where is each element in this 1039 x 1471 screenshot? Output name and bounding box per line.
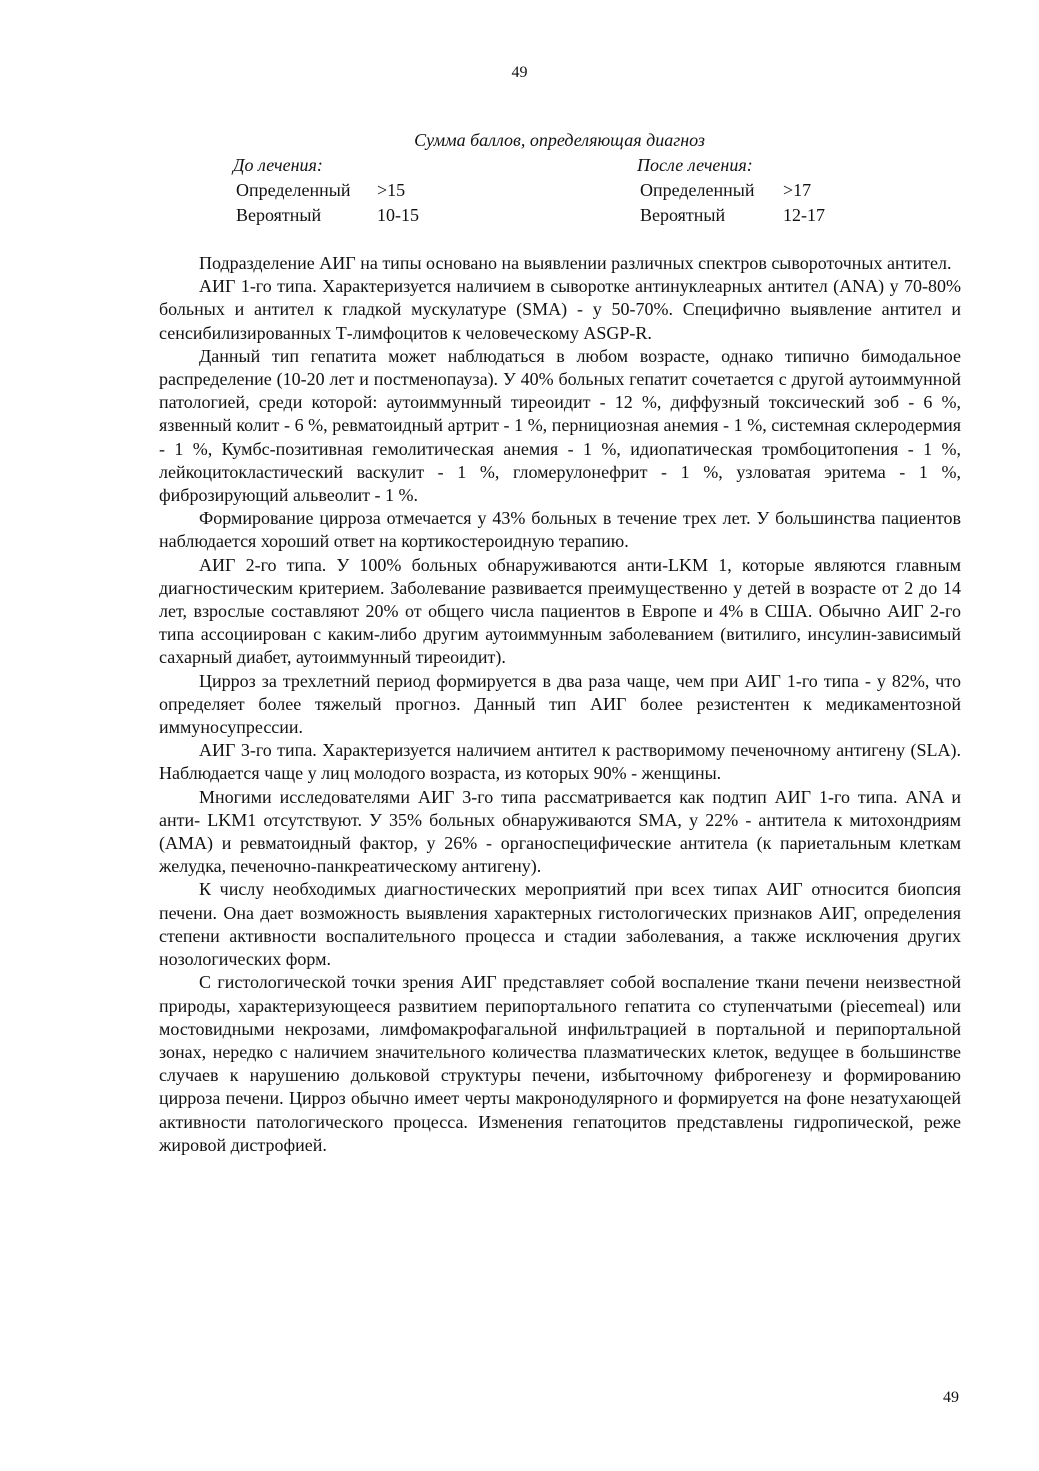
paragraph: С гистологической точки зрения АИГ представляет собой воспаление ткани печени неизвестной природы, характеризующееся развитием перипортального гепатита со ступенчатыми (piecemeal) или мостовидными некрозами, лимфомакрофагальной инфильтрацией в портальной и перипортальной зонах, нередко с наличием значительного количества плазматических клеток, ведущее в большинстве случаев к нарушению дольковой структуры печени, избыточному фиброгенезу и формированию цирроза печени. Цирроз обычно имеет черты макронодулярного и формируется на фоне незатухающей активности патологического процесса. Изменения гепатоцитов представлены гидропической, реже жировой дистрофией. bbox=[159, 972, 961, 1155]
score-row bbox=[236, 178, 419, 203]
paragraph: Подразделение АИГ на типы основано на выявлении различных спектров сывороточных антител. bbox=[199, 253, 952, 273]
score-table bbox=[0, 128, 1039, 225]
score-value: >15 bbox=[377, 180, 406, 200]
score-value: 12-17 bbox=[783, 205, 825, 225]
paragraph: К числу необходимых диагностических мероприятий при всех типах АИГ относится биопсия печени. Она дает возможность выявления характерных гистологических признаков АИГ, определения степени активности воспалительного процесса и стадии заболевания, а также исключения других нозологических форм. bbox=[159, 879, 961, 970]
paragraph: Многими исследователями АИГ 3-го типа рассматривается как подтип АИГ 1-го типа. ANA и анти- LKM1 отсутствуют. У 35% больных обнаруживаются SMA, у 22% - антитела к митохондриям (AMA) и ревматоидный фактор, у 26% - органоспецифические антитела (к париетальным клеткам желудка, печеночно-панкреатическому антигену). bbox=[159, 786, 961, 877]
score-row bbox=[236, 203, 419, 228]
score-label: Определенный bbox=[236, 180, 351, 200]
page-number-bottom: 49 bbox=[943, 1389, 959, 1406]
score-column-before bbox=[233, 153, 419, 228]
paragraph: Цирроз за трехлетний период формируется в два раза чаще, чем при АИГ 1-го типа - у 82%, что определяет более тяжелый прогноз. Данный тип АИГ более резистентен к медикаментозной иммуносупрессии. bbox=[159, 670, 961, 738]
score-label: Вероятный bbox=[236, 205, 322, 225]
paragraph: АИГ 1-го типа. Характеризуется наличием в сыворотке антинуклеарных антител (ANA) у 70-80% больных и антител к гладкой мускулатуре (SMA) - у 50-70%. Специфично выявление антител и сенсибилизированных Т-лимфоцитов к человеческому ASGP-R. bbox=[159, 276, 961, 343]
score-value: >17 bbox=[783, 180, 812, 200]
score-value: 10-15 bbox=[377, 205, 419, 225]
page-number-top: 49 bbox=[511, 64, 528, 81]
score-column-title: После лечения: bbox=[637, 155, 753, 175]
paragraph: АИГ 3-го типа. Характеризуется наличием антител к растворимому печеночному антигену (SLA). Наблюдается чаще у лиц молодого возраста, из которых 90% - женщины. bbox=[159, 740, 961, 784]
paragraph: Формирование цирроза отмечается у 43% больных в течение трех лет. У большинства пациентов наблюдается хороший ответ на кортикостероидную терапию. bbox=[159, 508, 961, 552]
body-text bbox=[159, 252, 961, 1157]
score-label: Определенный bbox=[640, 180, 755, 200]
score-row bbox=[640, 178, 825, 203]
paragraph: Данный тип гепатита может наблюдаться в любом возрасте, однако типично бимодальное распределение (10-20 лет и постменопауза). У 40% больных гепатит сочетается с другой аутоиммунной патологией, среди которой: аутоиммунный тиреоидит - 12 %, диффузный токсический зоб - 6 %, язвенный колит - 6 %, ревматоидный артрит - 1 %, пернициозная анемия - 1 %, системная склеродермия - 1 %, Кумбс-позитивная гемолитическая анемия - 1 %, идиопатическая тромбоцитопения - 1 %, лейкоцитокластический васкулит - 1 %, гломерулонефрит - 1 %, узловатая эритема - 1 %, фиброзирующий альвеолит - 1 %. bbox=[159, 345, 961, 506]
score-column-after bbox=[637, 153, 825, 228]
paragraph: АИГ 2-го типа. У 100% больных обнаруживаются анти-LKM 1, которые являются главным диагностическим критерием. Заболевание развивается преимущественно у детей в возрасте от 2 до 14 лет, взрослые составляют 20% от общего числа пациентов в Европе и 4% в США. Обычно АИГ 2-го типа ассоциирован с каким-либо другим аутоиммунным заболеванием (витилиго, инсулин-зависимый сахарный диабет, аутоиммунный тиреоидит). bbox=[159, 554, 961, 668]
score-table-title: Сумма баллов, определяющая диагноз bbox=[414, 130, 705, 150]
score-column-title: До лечения: bbox=[233, 155, 323, 175]
score-label: Вероятный bbox=[640, 205, 726, 225]
score-row bbox=[640, 203, 825, 228]
